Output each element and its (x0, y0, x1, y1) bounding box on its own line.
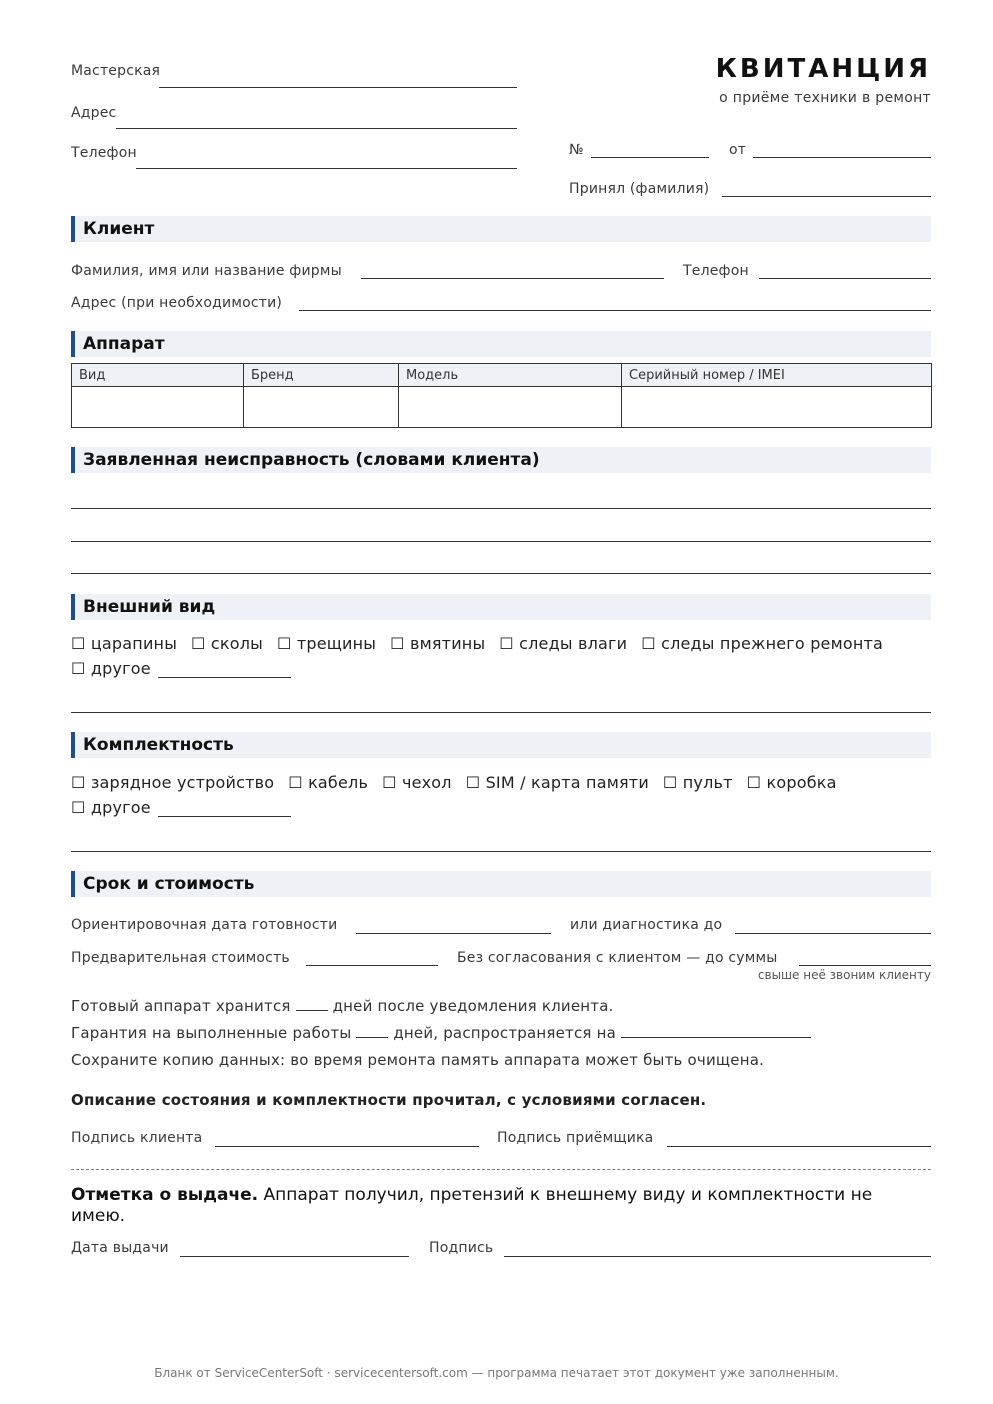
receiver-signature-label: Подпись приёмщика (497, 1130, 654, 1146)
section-title: Аппарат (83, 334, 165, 354)
warranty-text (71, 1024, 811, 1042)
checkbox-case[interactable]: ☐ чехол (382, 773, 452, 792)
warranty-scope-field[interactable] (621, 1027, 811, 1038)
section-device (71, 331, 931, 357)
warranty-text-mid: дней, распространяется на (393, 1024, 617, 1042)
ready-date-label: Ориентировочная дата готовности (71, 917, 338, 933)
client-address-label: Адрес (при необходимости) (71, 295, 283, 311)
storage-days-field[interactable] (296, 1000, 328, 1011)
issue-heading: Отметка о выдаче. (71, 1185, 259, 1205)
checkbox-box[interactable]: ☐ коробка (746, 773, 837, 792)
issue-date-label: Дата выдачи (71, 1240, 169, 1256)
address-field[interactable] (116, 128, 517, 129)
section-title: Заявленная неисправность (словами клиента) (83, 450, 540, 470)
client-name-label: Фамилия, имя или название фирмы (71, 263, 342, 279)
section-client (71, 216, 931, 242)
workshop-label: Мастерская (71, 63, 161, 79)
storage-text-start: Готовый аппарат хранится (71, 997, 291, 1015)
accepted-field[interactable] (722, 196, 931, 197)
section-title: Комплектность (83, 735, 234, 755)
agreement-text: Описание состояния и комплектности прочитал, с условиями согласен. (71, 1091, 707, 1109)
storage-text-end: дней после уведомления клиента. (332, 997, 614, 1015)
serial-cell[interactable] (622, 387, 932, 428)
issue-date-field[interactable] (180, 1256, 409, 1257)
client-name-field[interactable] (361, 278, 664, 279)
model-cell[interactable] (399, 387, 622, 428)
checkbox-cable[interactable]: ☐ кабель (288, 773, 369, 792)
section-title: Срок и стоимость (83, 874, 255, 894)
document-subtitle: о приёме техники в ремонт (719, 90, 931, 106)
kit-other-field[interactable] (158, 816, 291, 817)
max-sum-label: Без согласования с клиентом — до суммы (457, 950, 778, 966)
section-title: Клиент (83, 219, 155, 239)
checkbox-appearance-other[interactable]: ☐ другое (71, 659, 151, 678)
section-appearance (71, 594, 931, 620)
footer-note: Бланк от ServiceCenterSoft · servicecentersoft.com — программа печатает этот документ уже заполненным. (154, 1366, 839, 1380)
fault-line[interactable] (71, 573, 931, 574)
client-signature-label: Подпись клиента (71, 1130, 203, 1146)
checkbox-dents[interactable]: ☐ вмятины (390, 634, 486, 653)
column-type: Вид (72, 364, 244, 387)
device-table (71, 363, 932, 428)
kit-options (71, 773, 837, 792)
price-field[interactable] (306, 965, 438, 966)
fault-line[interactable] (71, 541, 931, 542)
kit-notes-line[interactable] (71, 851, 931, 852)
accepted-label: Принял (фамилия) (569, 181, 710, 197)
column-brand: Бренд (244, 364, 399, 387)
diagnostics-label: или диагностика до (570, 917, 723, 933)
appearance-notes-line[interactable] (71, 712, 931, 713)
client-signature-field[interactable] (215, 1146, 479, 1147)
appearance-options (71, 634, 883, 653)
client-phone-label: Телефон (683, 263, 749, 279)
call-note: свыше неё звоним клиенту (757, 968, 931, 982)
checkbox-chips[interactable]: ☐ сколы (191, 634, 263, 653)
warranty-text-start: Гарантия на выполненные работы (71, 1024, 352, 1042)
column-model: Модель (399, 364, 622, 387)
section-fault (71, 447, 931, 473)
section-title: Внешний вид (83, 597, 216, 617)
section-kit (71, 732, 931, 758)
section-marker (71, 331, 75, 357)
section-marker (71, 732, 75, 758)
phone-label: Телефон (71, 145, 137, 161)
checkbox-moisture[interactable]: ☐ следы влаги (499, 634, 628, 653)
section-marker (71, 871, 75, 897)
receiver-signature-field[interactable] (667, 1146, 931, 1147)
max-sum-field[interactable] (799, 965, 931, 966)
document-title: КВИТАНЦИЯ (715, 54, 931, 84)
date-field[interactable] (753, 157, 931, 158)
checkbox-sim[interactable]: ☐ SIM / карта памяти (465, 773, 649, 792)
client-phone-field[interactable] (759, 278, 931, 279)
column-serial: Серийный номер / IMEI (622, 364, 932, 387)
from-label: от (729, 142, 747, 158)
type-cell[interactable] (72, 387, 244, 428)
address-label: Адрес (71, 105, 117, 121)
checkbox-scratches[interactable]: ☐ царапины (71, 634, 178, 653)
checkbox-kit-other[interactable]: ☐ другое (71, 798, 151, 817)
client-address-field[interactable] (299, 310, 931, 311)
storage-text (71, 997, 614, 1015)
number-field[interactable] (591, 157, 709, 158)
phone-field[interactable] (136, 168, 517, 169)
diagnostics-field[interactable] (735, 933, 931, 934)
backup-warning: Сохраните копию данных: во время ремонта память аппарата может быть очищена. (71, 1051, 765, 1069)
brand-cell[interactable] (244, 387, 399, 428)
price-label: Предварительная стоимость (71, 950, 290, 966)
section-marker (71, 216, 75, 242)
number-label: № (569, 142, 584, 158)
issue-statement (71, 1185, 931, 1227)
issue-signature-label: Подпись (429, 1240, 494, 1256)
checkbox-charger[interactable]: ☐ зарядное устройство (71, 773, 275, 792)
section-terms (71, 871, 931, 897)
warranty-days-field[interactable] (356, 1027, 388, 1038)
cut-line (71, 1169, 931, 1170)
checkbox-prior-repair[interactable]: ☐ следы прежнего ремонта (641, 634, 884, 653)
checkbox-remote[interactable]: ☐ пульт (662, 773, 733, 792)
appearance-other-field[interactable] (158, 677, 291, 678)
section-marker (71, 447, 75, 473)
ready-date-field[interactable] (356, 933, 551, 934)
checkbox-cracks[interactable]: ☐ трещины (277, 634, 377, 653)
section-marker (71, 594, 75, 620)
issue-text: Аппарат получил, претензий к внешнему виду и комплектности не имею. (71, 1185, 873, 1226)
issue-signature-field[interactable] (504, 1256, 931, 1257)
fault-line[interactable] (71, 508, 931, 509)
workshop-field[interactable] (159, 87, 517, 88)
